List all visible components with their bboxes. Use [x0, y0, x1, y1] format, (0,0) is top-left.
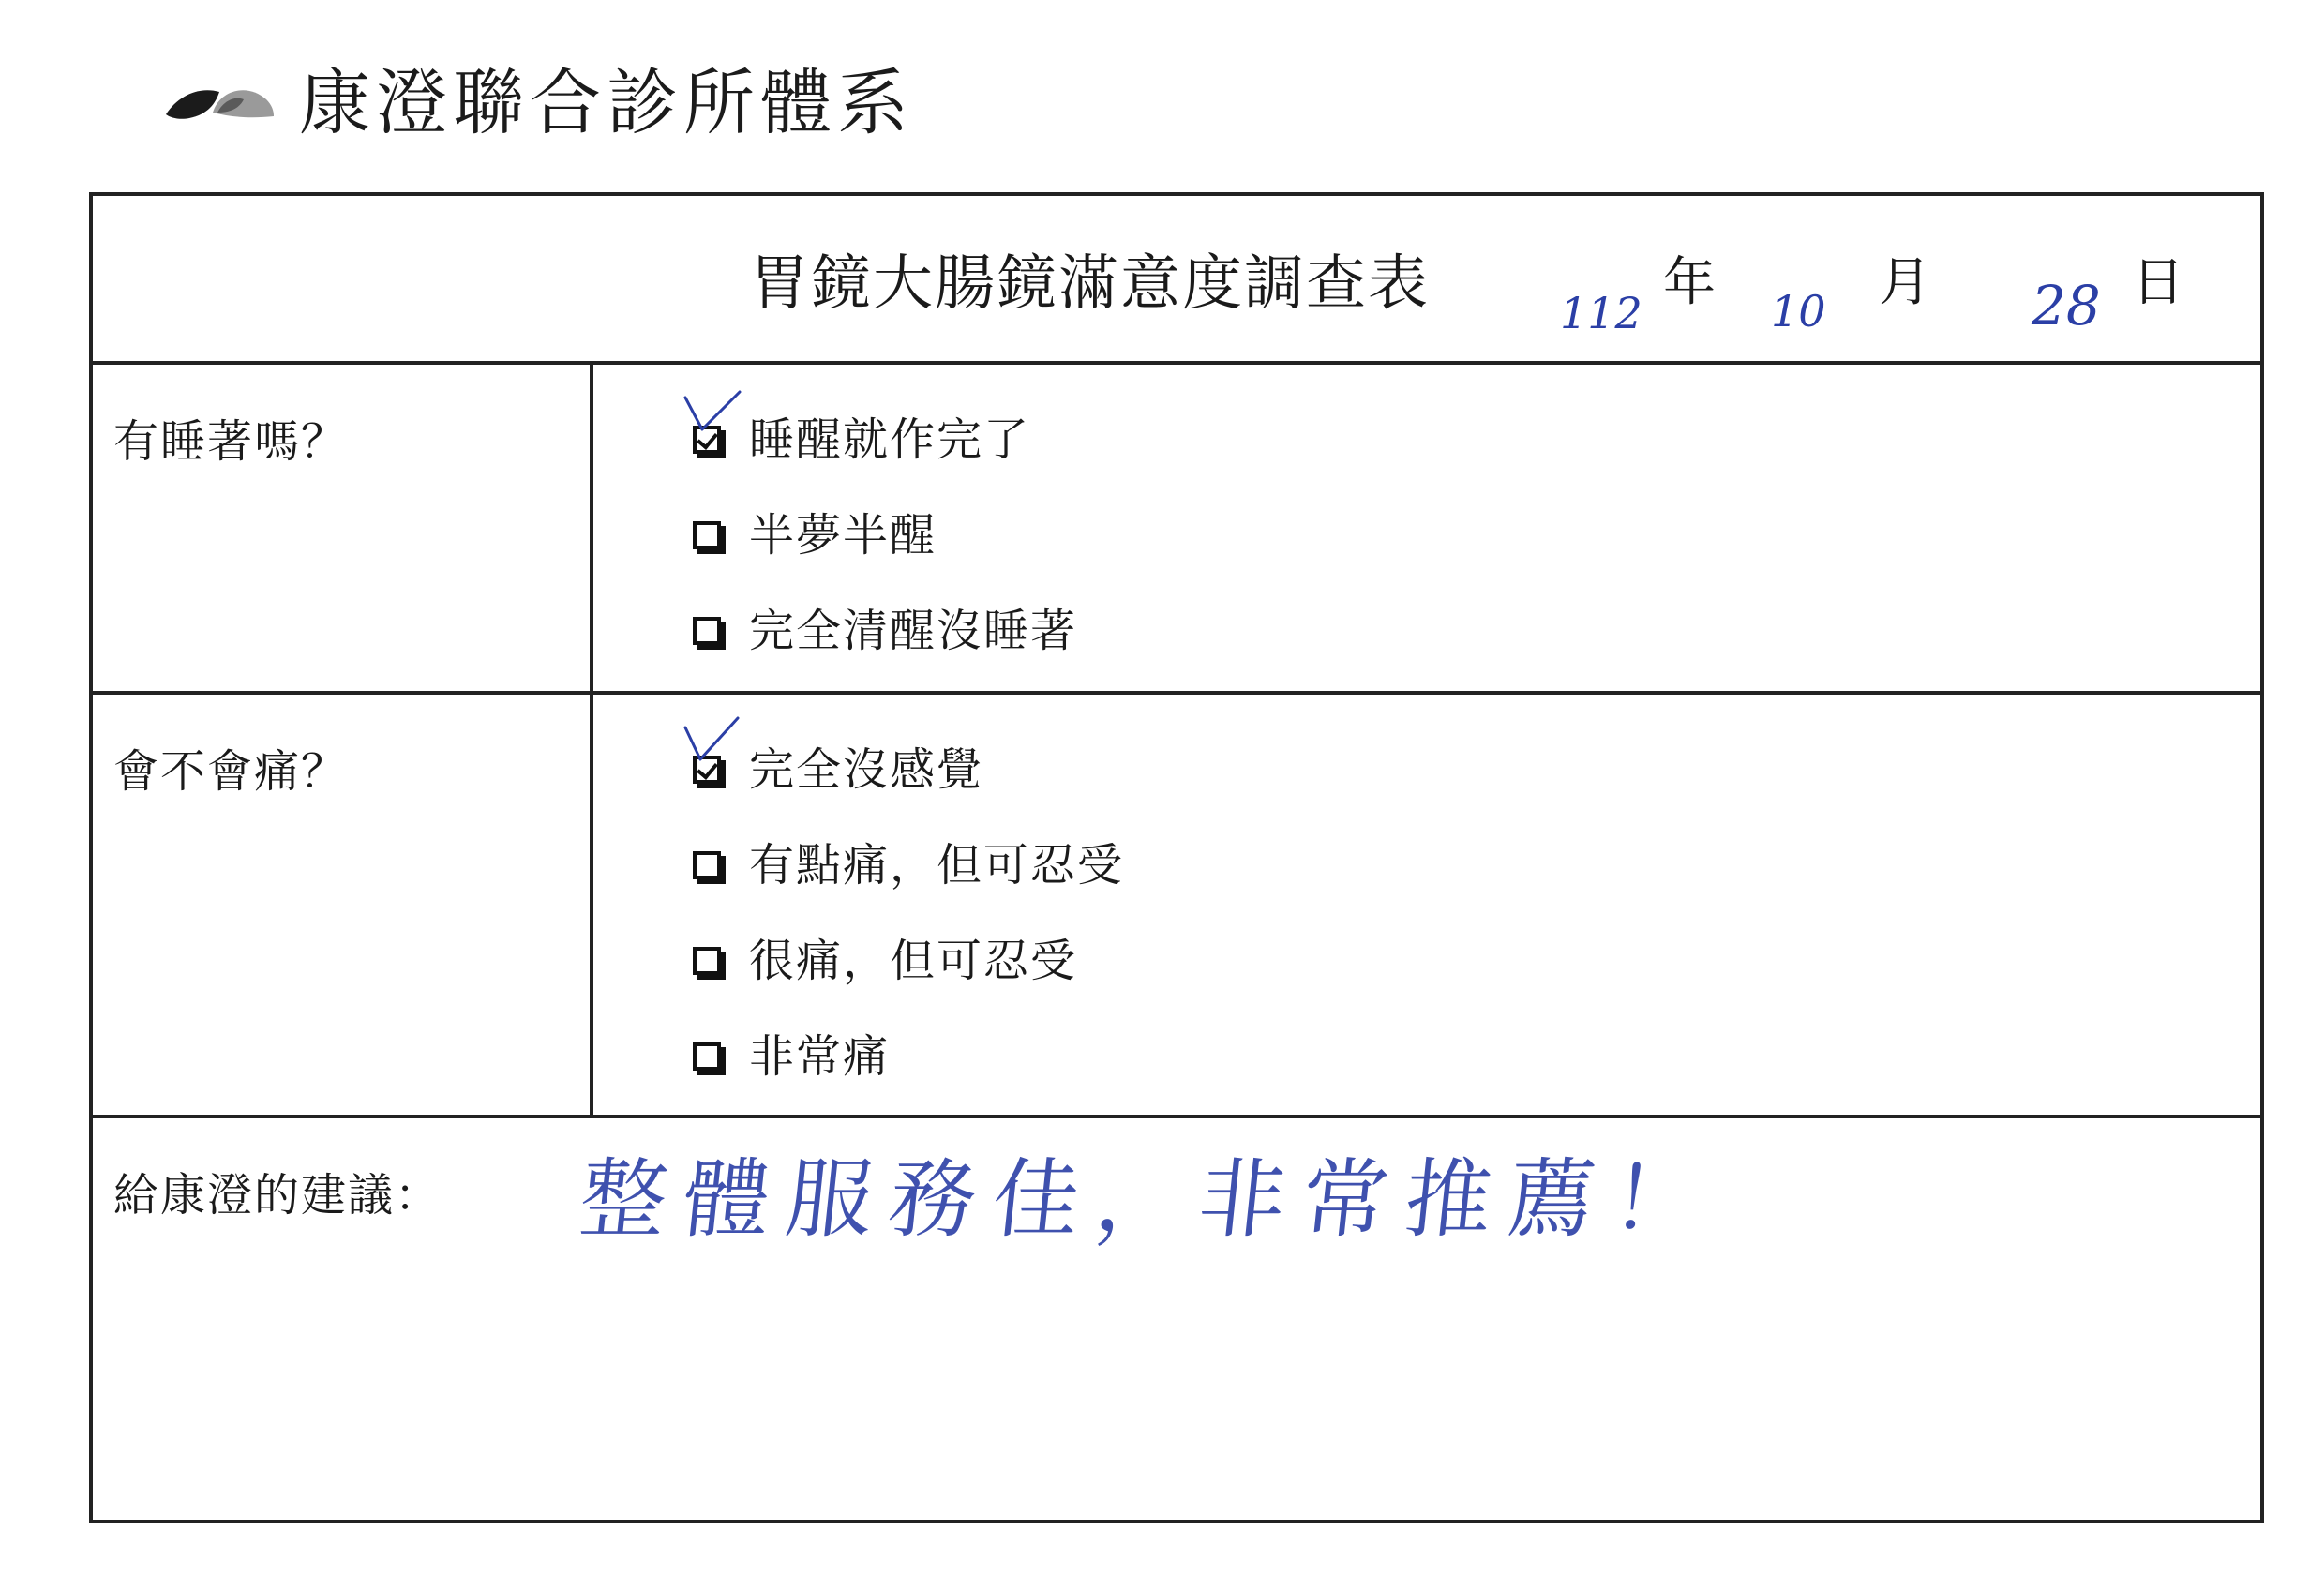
option-label: 很痛，但可忍受 — [749, 935, 1078, 987]
clinic-logo-icon — [161, 75, 278, 131]
handwritten-checkmark-icon — [682, 716, 747, 772]
suggestion-label: 給康澄的建議： — [113, 1169, 442, 1222]
survey-form — [89, 192, 2264, 1523]
option-extremely-painful[interactable] — [693, 1028, 890, 1085]
checkbox-icon[interactable] — [693, 851, 721, 879]
column-divider — [590, 361, 593, 1117]
suggestion-handwritten-text: 整體服務佳，非常推薦！ — [575, 1149, 1720, 1250]
question-sleep-label: 有睡著嗎？ — [113, 415, 349, 468]
option-half-asleep[interactable] — [693, 507, 937, 563]
year-unit: 年 — [1663, 252, 1716, 313]
option-label: 半夢半醒 — [749, 509, 937, 562]
option-label: 完全沒感覺 — [749, 743, 984, 796]
option-fully-awake[interactable] — [693, 603, 1077, 659]
row-divider — [93, 361, 2260, 365]
option-slight-pain[interactable] — [693, 837, 1124, 893]
clinic-logo — [161, 56, 914, 150]
row-divider — [93, 1115, 2260, 1118]
checkbox-icon[interactable] — [693, 1042, 721, 1071]
day-handwritten: 28 — [2032, 274, 2101, 338]
option-label: 有點痛，但可忍受 — [749, 839, 1125, 892]
question-pain-label: 會不會痛？ — [113, 745, 349, 798]
month-unit: 月 — [1879, 252, 1931, 313]
checkbox-icon[interactable] — [693, 617, 721, 645]
handwritten-checkmark-icon — [682, 388, 747, 444]
option-label: 非常痛 — [749, 1030, 891, 1083]
option-label: 睡醒就作完了 — [749, 413, 1031, 466]
option-label: 完全清醒沒睡著 — [749, 605, 1078, 657]
form-title: 胃鏡大腸鏡滿意度調查表 — [749, 249, 1430, 319]
checkbox-icon[interactable] — [693, 947, 721, 975]
option-very-painful-tolerable[interactable] — [693, 933, 1077, 989]
clinic-name: 康澄聯合診所體系 — [299, 61, 914, 144]
month-handwritten: 10 — [1771, 286, 1826, 337]
year-handwritten: 112 — [1560, 288, 1642, 338]
row-divider — [93, 691, 2260, 695]
day-unit: 日 — [2132, 252, 2184, 313]
checkbox-icon[interactable] — [693, 521, 721, 549]
